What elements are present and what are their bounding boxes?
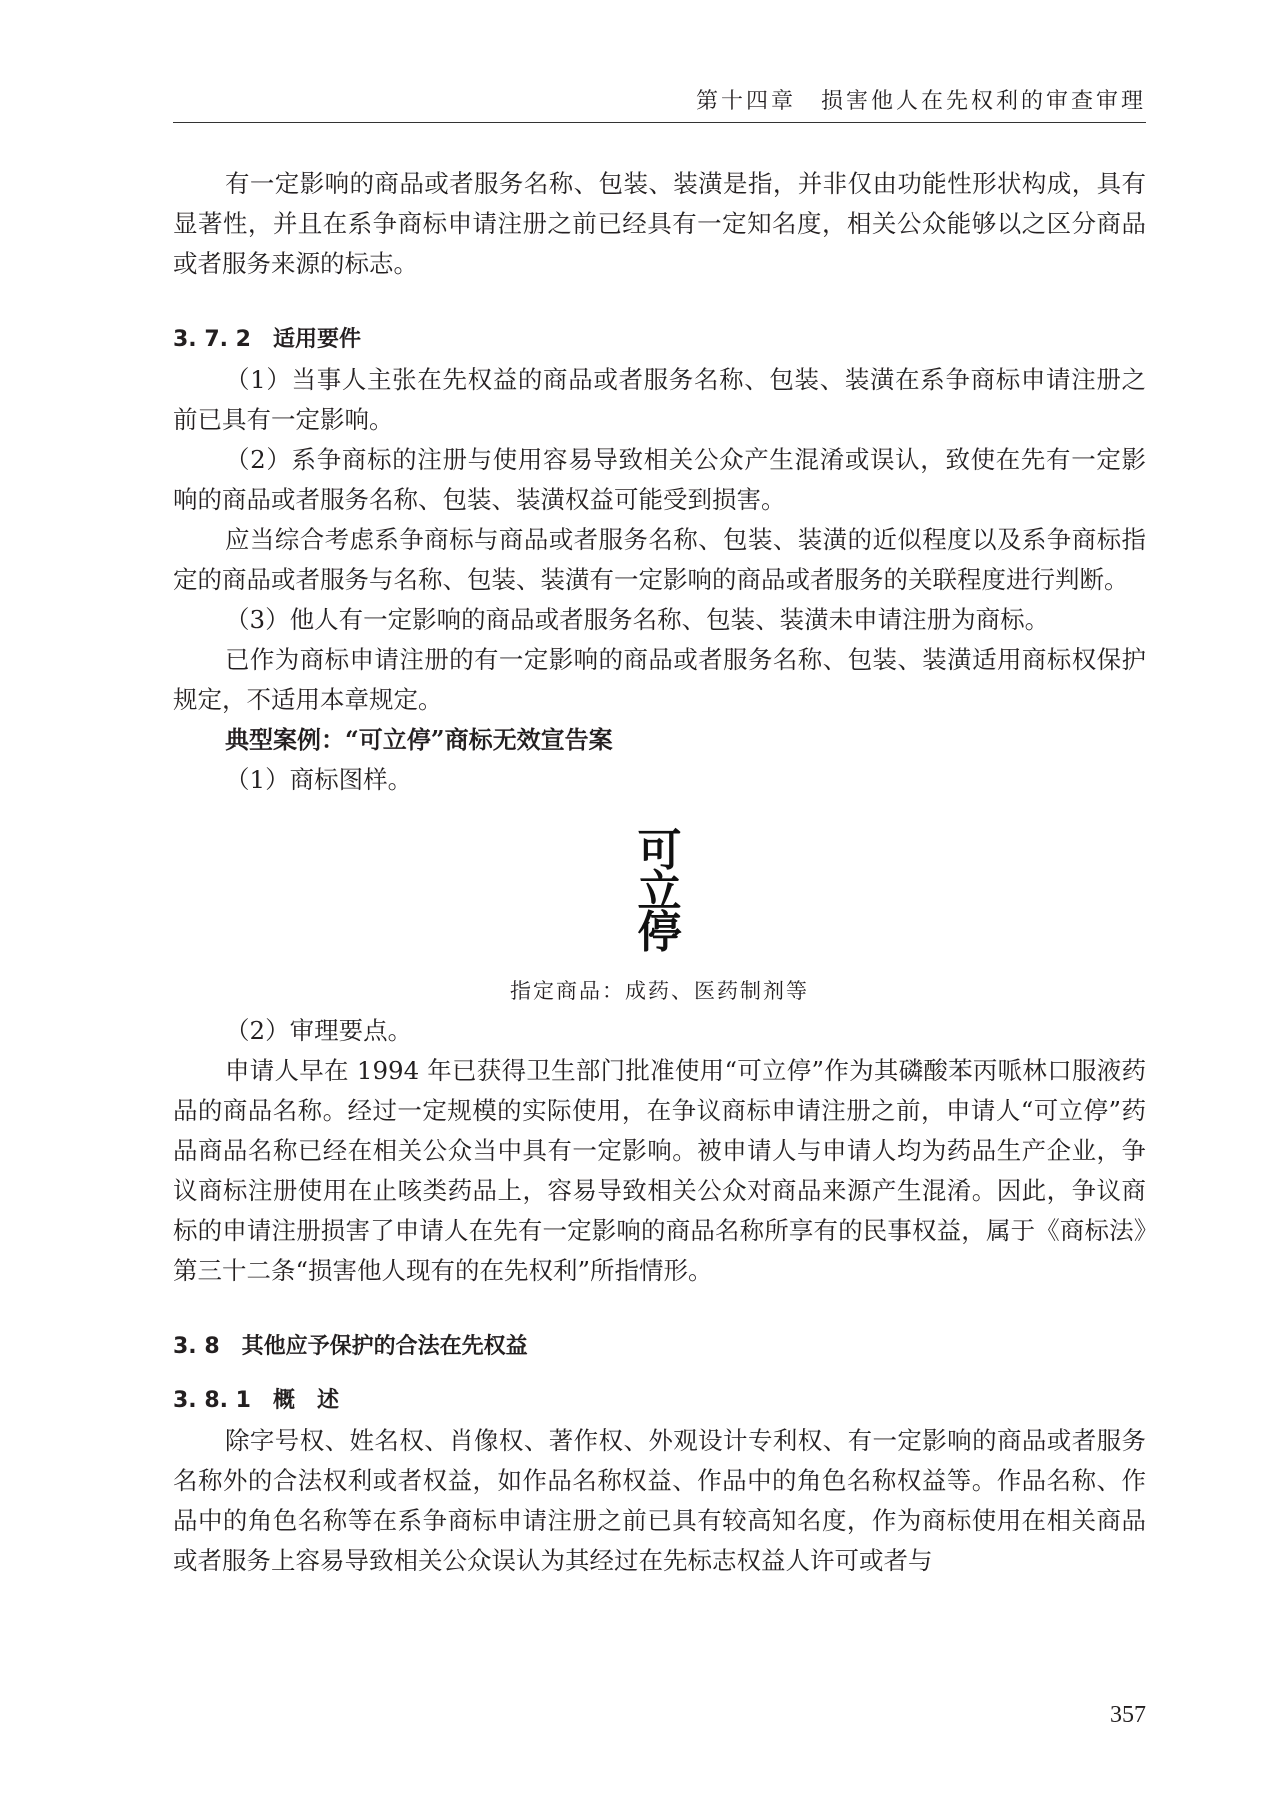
intro-paragraph: 有一定影响的商品或者服务名称、包装、装潢是指，并非仅由功能性形状构成，具有显著性，并且在系争商标申请注册之前已经具有一定知名度，相关公众能够以之区分商品或者服务来源的标志。: [173, 169, 1146, 278]
trademark-char: 立: [637, 866, 682, 917]
requirement-paragraph: （3）他人有一定影响的商品或者服务名称、包装、装潢未申请注册为商标。: [225, 605, 1050, 634]
running-header: [173, 78, 1146, 123]
trademark-figure: [173, 825, 1146, 958]
trademark-caption: 指定商品：成药、医药制剂等: [510, 979, 809, 1003]
trademark-char: 可: [637, 825, 682, 876]
case-title: 典型案例：“可立停”商标无效宣告案: [225, 725, 613, 754]
trademark-logo: [634, 825, 686, 958]
chapter-title: 第十四章 损害他人在先权利的审查审理: [695, 89, 1146, 114]
case-item-review: （2）审理要点。: [225, 1016, 413, 1045]
page-body: [173, 164, 1146, 1581]
page-number: 357: [1110, 1702, 1146, 1728]
case-item-trademark: （1）商标图样。: [225, 765, 413, 794]
requirement-paragraph: （2）系争商标的注册与使用容易导致相关公众产生混淆或误认，致使在先有一定影响的商品或者服务名称、包装、装潢权益可能受到损害。: [173, 445, 1146, 514]
trademark-char: 停: [637, 907, 682, 958]
case-body: 申请人早在 1994 年已获得卫生部门批准使用“可立停”作为其磷酸苯丙哌林口服液药品的商品名称。经过一定规模的实际使用，在争议商标申请注册之前，申请人“可立停”药品商品名称已经在相关公众当中具有一定影响。被申请人与申请人均为药品生产企业，争议商标注册使用在止咳类药品上，容易导致相关公众对商品来源产生混淆。因此，争议商标的申请注册损害了申请人在先有一定影响的商品名称所享有的民事权益，属于《商标法》第三十二条“损害他人现有的在先权利”所指情形。: [173, 1056, 1146, 1285]
overview-paragraph: 除字号权、姓名权、肖像权、著作权、外观设计专利权、有一定影响的商品或者服务名称外的合法权利或者权益，如作品名称权益、作品中的角色名称权益等。作品名称、作品中的角色名称等在系争商标申请注册之前已具有较高知名度，作为商标使用在相关商品或者服务上容易导致相关公众误认为其经过在先标志权益人许可或者与: [173, 1426, 1146, 1575]
section-3-7-2-heading: 3. 7. 2 适用要件: [173, 327, 361, 352]
section-3-8-1-heading: 3. 8. 1 概 述: [173, 1388, 339, 1413]
requirement-paragraph: 应当综合考虑系争商标与商品或者服务名称、包装、装潢的近似程度以及系争商标指定的商品或者服务与名称、包装、装潢有一定影响的商品或者服务的关联程度进行判断。: [173, 525, 1146, 594]
requirement-paragraph: （1）当事人主张在先权益的商品或者服务名称、包装、装潢在系争商标申请注册之前已具有一定影响。: [173, 365, 1146, 434]
requirement-paragraph: 已作为商标申请注册的有一定影响的商品或者服务名称、包装、装潢适用商标权保护规定，不适用本章规定。: [173, 645, 1146, 714]
section-3-8-heading: 3. 8 其他应予保护的合法在先权益: [173, 1334, 528, 1359]
